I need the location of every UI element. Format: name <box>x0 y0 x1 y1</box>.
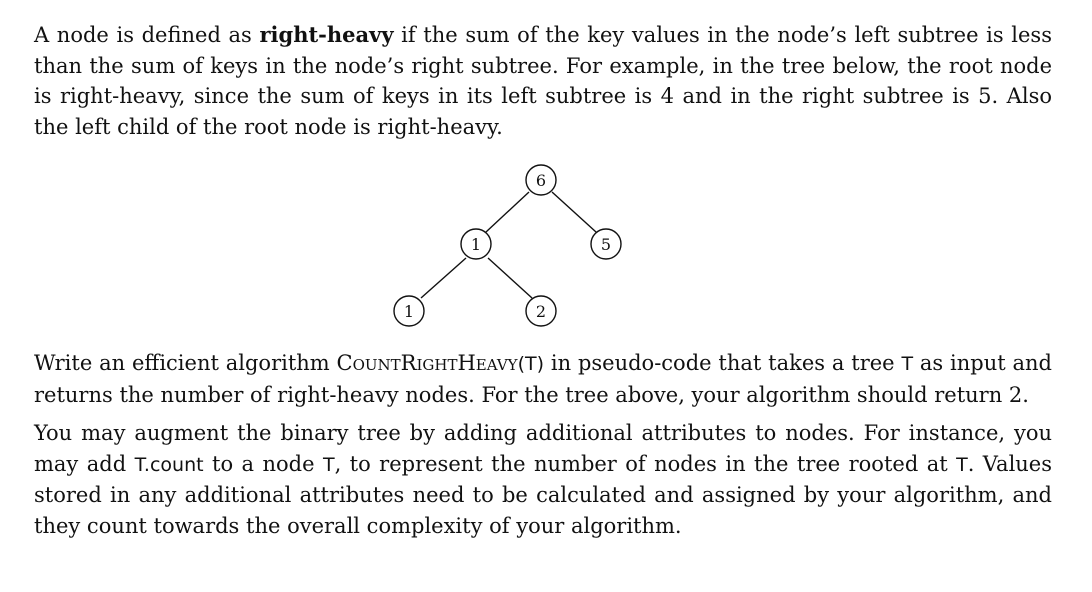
task-text-start: Write an efficient algorithm <box>34 351 337 375</box>
edge-left-leftleft <box>421 258 466 298</box>
attribute-count: T.count <box>134 453 204 476</box>
edge-root-right <box>552 192 596 232</box>
node-right-key: 5 <box>600 235 612 254</box>
node-left-key: 1 <box>470 235 482 254</box>
tree-variable: T <box>901 353 914 375</box>
node-left-right <box>526 296 556 326</box>
algorithm-name: CountRightHeavy <box>336 351 518 375</box>
augment-text-start: You may augment the binary tree by adding additional attributes to nodes. For instance, you may add <box>34 421 1052 476</box>
paren-close: ) <box>536 353 545 375</box>
paren-open: ( <box>517 353 525 375</box>
node-variable-2: T <box>956 453 968 476</box>
augment-text-2: to a node <box>203 451 323 476</box>
node-left-left-key: 1 <box>403 302 415 321</box>
node-variable: T <box>322 453 335 476</box>
task-text-middle: in pseudo-code that takes a tree <box>544 351 902 375</box>
task-text-end: as input and returns the number of right-heavy nodes. For the tree above, your algorithm should return 2. <box>34 351 1052 407</box>
augment-text-3: , to represent the number of nodes in the tree rooted at <box>334 451 957 476</box>
node-right <box>591 229 621 259</box>
node-left-right-key: 2 <box>535 302 547 321</box>
definition-text-rest: if the sum of the key values in the node’s left subtree is less than the sum of keys in the node’s right subtree. For example, in the tree below, the root node is right-heavy, since the sum of keys in its left subtree is 4 and in the right subtree is 5. Also the left child of the root node is right-heavy. <box>34 23 1052 139</box>
node-left-left <box>394 296 424 326</box>
definition-text-start: A node is defined as <box>34 23 260 47</box>
augment-text-end: . Values stored in any additional attributes need to be calculated and assigned by your algorithm, and they count towards the overall complexity of your algorithm. <box>34 451 1053 538</box>
node-root <box>526 165 556 195</box>
node-left <box>461 229 491 259</box>
algorithm-param: T <box>525 353 537 375</box>
edge-left-leftright <box>488 258 532 298</box>
term-right-heavy: right-heavy <box>259 22 394 47</box>
node-root-key: 6 <box>535 171 547 190</box>
edge-root-left <box>486 192 529 232</box>
